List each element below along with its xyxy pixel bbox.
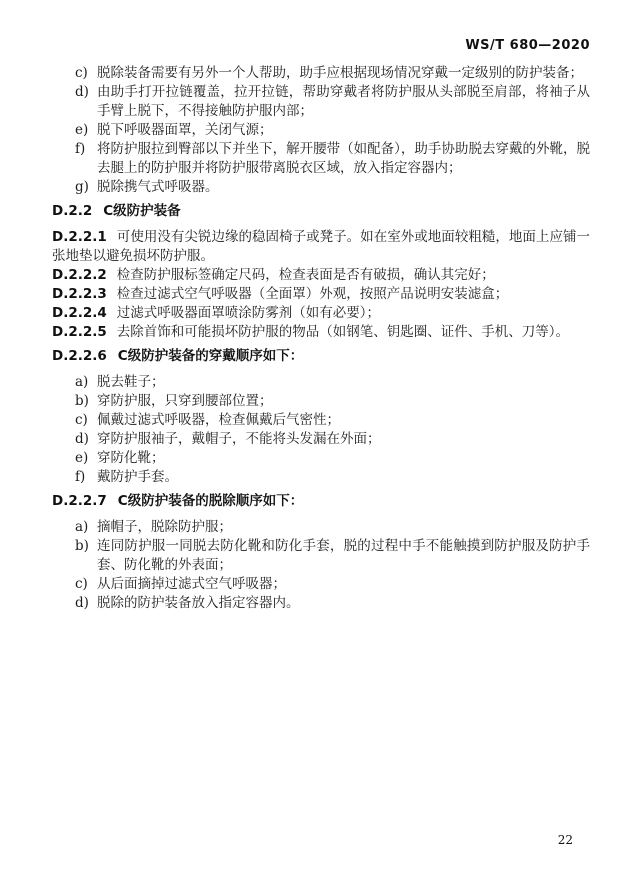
- list-item: [52, 518, 590, 537]
- list-item-label: g): [75, 179, 89, 195]
- list-item-label: b): [75, 538, 89, 554]
- list-item-text: 将防护服拉到臀部以下并坐下，解开腰带（如配备），助手协助脱去穿戴的外靴，脱去腿上的防护服并将防护服带离脱衣区域，放入指定容器内；: [97, 141, 590, 176]
- clause-number: D.2.2.4: [52, 305, 107, 321]
- list-item: [52, 449, 590, 468]
- list-item-text: 戴防护手套。: [97, 469, 178, 485]
- page-content: [52, 64, 590, 613]
- list-item-label: e): [75, 450, 89, 466]
- list-item-text: 脱下呼吸器面罩，关闭气源；: [97, 122, 273, 138]
- list-item-label: a): [75, 519, 89, 535]
- list-item-text: 穿防化靴；: [97, 450, 165, 466]
- clause-number: D.2.2.1: [52, 229, 107, 245]
- section-title: C级防护装备: [103, 203, 181, 219]
- list-item: [52, 411, 590, 430]
- list-item-label: c): [75, 412, 88, 428]
- section-number: D.2.2: [52, 203, 93, 219]
- list-item-label: d): [75, 84, 89, 100]
- list-item-text: 脱除携气式呼吸器。: [97, 179, 219, 195]
- clause-paragraph: [52, 266, 590, 285]
- list-item: [52, 575, 590, 594]
- clause-text: 可使用没有尖锐边缘的稳固椅子或凳子。如在室外或地面较粗糙，地面上应铺一张地垫以避免损坏防护服。: [52, 229, 590, 264]
- section-title: C级防护装备的脱除顺序如下：: [117, 493, 304, 509]
- section-heading-d227: [52, 492, 590, 511]
- section-heading-d22: [52, 202, 590, 221]
- list-item-text: 穿防护服袖子，戴帽子，不能将头发漏在外面；: [97, 431, 381, 447]
- donning-list: [52, 373, 590, 487]
- doffing-list: [52, 518, 590, 613]
- clause-text: 过滤式呼吸器面罩喷涂防雾剂（如有必要）；: [116, 305, 381, 321]
- clause-text: 去除首饰和可能损坏防护服的物品（如钢笔、钥匙圈、证件、手机、刀等）。: [116, 324, 570, 340]
- clause-paragraph: [52, 228, 590, 266]
- clause-text: 检查防护服标签确定尺码，检查表面是否有破损，确认其完好；: [116, 267, 495, 283]
- list-item-label: a): [75, 374, 89, 390]
- list-item: [52, 373, 590, 392]
- section-heading-d226: [52, 347, 590, 366]
- clause-paragraph: [52, 323, 590, 342]
- list-item: [52, 140, 590, 178]
- page-number: 22: [557, 833, 573, 847]
- list-item-label: d): [75, 595, 89, 611]
- section-title: C级防护装备的穿戴顺序如下：: [117, 348, 304, 364]
- list-item-label: d): [75, 431, 89, 447]
- list-item-text: 从后面摘掉过滤式空气呼吸器；: [97, 576, 286, 592]
- doffing-b-list: [52, 64, 590, 197]
- list-item-text: 摘帽子，脱除防护服；: [97, 519, 232, 535]
- list-item-text: 脱除装备需要有另外一个人帮助，助手应根据现场情况穿戴一定级别的防护装备；: [97, 65, 583, 81]
- list-item-text: 由助手打开拉链覆盖，拉开拉链，帮助穿戴者将防护服从头部脱至肩部，将袖子从手臂上脱下，不得接触防护服内部；: [97, 84, 590, 119]
- clause-number: D.2.2.3: [52, 286, 107, 302]
- list-item-text: 佩戴过滤式呼吸器，检查佩戴后气密性；: [97, 412, 340, 428]
- list-item-label: f): [75, 141, 86, 157]
- section-number: D.2.2.7: [52, 493, 107, 509]
- list-item: [52, 121, 590, 140]
- clause-paragraph: [52, 304, 590, 323]
- list-item: [52, 430, 590, 449]
- list-item-text: 脱除的防护装备放入指定容器内。: [97, 595, 300, 611]
- list-item: [52, 64, 590, 83]
- list-item-label: c): [75, 576, 88, 592]
- clause-text: 检查过滤式空气呼吸器（全面罩）外观，按照产品说明安装滤盒；: [116, 286, 509, 302]
- list-item-label: f): [75, 469, 86, 485]
- list-item-text: 连同防护服一同脱去防化靴和防化手套，脱的过程中手不能触摸到防护服及防护手套、防化靴的外表面；: [97, 538, 590, 573]
- list-item: [52, 178, 590, 197]
- list-item: [52, 392, 590, 411]
- list-item: [52, 468, 590, 487]
- doc-code-header: WS/T 680—2020: [465, 38, 590, 53]
- section-number: D.2.2.6: [52, 348, 107, 364]
- list-item-label: e): [75, 122, 89, 138]
- clause-paragraph: [52, 285, 590, 304]
- list-item-text: 脱去鞋子；: [97, 374, 165, 390]
- list-item-label: c): [75, 65, 88, 81]
- list-item-text: 穿防护服，只穿到腰部位置；: [97, 393, 273, 409]
- list-item: [52, 594, 590, 613]
- clause-number: D.2.2.2: [52, 267, 107, 283]
- list-item: [52, 537, 590, 575]
- list-item-label: b): [75, 393, 89, 409]
- clause-number: D.2.2.5: [52, 324, 107, 340]
- list-item: [52, 83, 590, 121]
